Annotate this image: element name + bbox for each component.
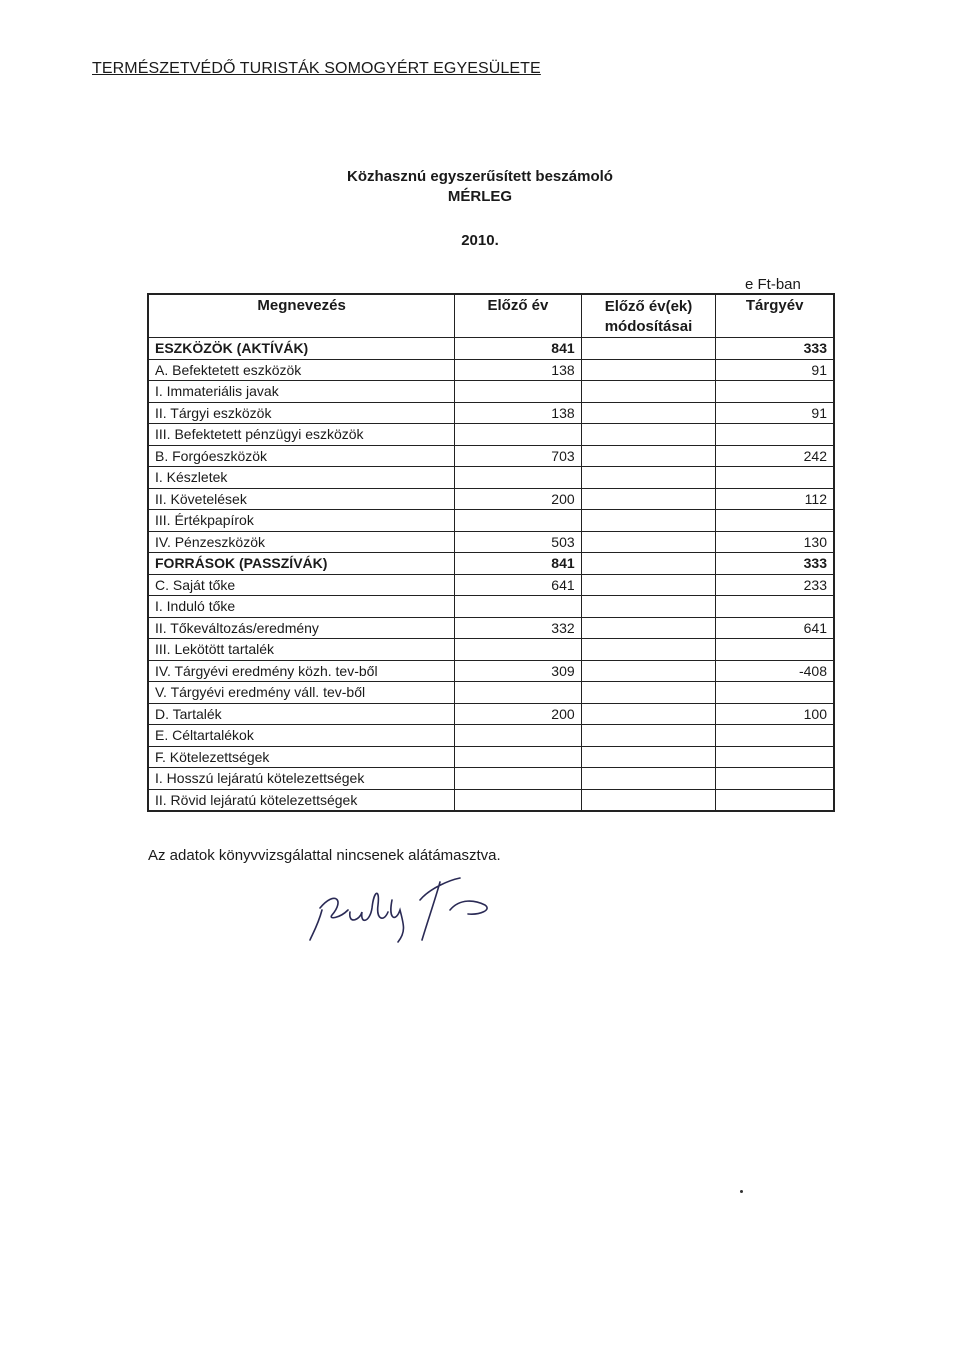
row-current-year: 130 xyxy=(716,531,834,553)
row-current-year: 242 xyxy=(716,445,834,467)
table-row xyxy=(148,467,834,489)
row-modifications xyxy=(581,768,716,790)
row-modifications xyxy=(581,682,716,704)
table-row xyxy=(148,639,834,661)
row-current-year xyxy=(716,424,834,446)
table-row xyxy=(148,682,834,704)
row-modifications xyxy=(581,639,716,661)
report-year: 2010. xyxy=(461,232,499,249)
row-current-year: 333 xyxy=(716,553,834,575)
row-name: FORRÁSOK (PASSZÍVÁK) xyxy=(148,553,455,575)
row-modifications xyxy=(581,510,716,532)
row-current-year xyxy=(716,682,834,704)
row-modifications xyxy=(581,424,716,446)
table-row xyxy=(148,789,834,811)
header-modifications xyxy=(581,294,716,338)
row-current-year: 91 xyxy=(716,402,834,424)
table-row xyxy=(148,338,834,360)
row-name: C. Saját tőke xyxy=(148,574,455,596)
row-prev-year xyxy=(455,381,581,403)
row-prev-year xyxy=(455,725,581,747)
row-name: III. Lekötött tartalék xyxy=(148,639,455,661)
row-current-year xyxy=(716,725,834,747)
signature-image xyxy=(300,870,530,945)
row-prev-year xyxy=(455,639,581,661)
row-modifications xyxy=(581,725,716,747)
row-current-year: 91 xyxy=(716,359,834,381)
stray-mark xyxy=(740,1190,743,1193)
audit-note: Az adatok könyvvizsgálattal nincsenek alátámasztva. xyxy=(148,847,501,864)
row-prev-year: 503 xyxy=(455,531,581,553)
row-name: II. Tárgyi eszközök xyxy=(148,402,455,424)
row-modifications xyxy=(581,467,716,489)
row-modifications xyxy=(581,381,716,403)
table-row xyxy=(148,531,834,553)
row-prev-year: 200 xyxy=(455,488,581,510)
table-row xyxy=(148,488,834,510)
header-prev-year: Előző év xyxy=(455,294,581,338)
row-modifications xyxy=(581,445,716,467)
row-modifications xyxy=(581,574,716,596)
row-modifications xyxy=(581,660,716,682)
unit-label: e Ft-ban xyxy=(745,276,801,293)
row-name: I. Készletek xyxy=(148,467,455,489)
row-prev-year: 841 xyxy=(455,338,581,360)
row-current-year xyxy=(716,789,834,811)
row-current-year: 233 xyxy=(716,574,834,596)
table-row xyxy=(148,768,834,790)
row-current-year: 112 xyxy=(716,488,834,510)
table-row xyxy=(148,402,834,424)
row-name: ESZKÖZÖK (AKTÍVÁK) xyxy=(148,338,455,360)
row-prev-year: 309 xyxy=(455,660,581,682)
row-name: D. Tartalék xyxy=(148,703,455,725)
header-mod-line1: Előző év(ek) xyxy=(604,298,693,315)
row-modifications xyxy=(581,703,716,725)
row-prev-year: 138 xyxy=(455,359,581,381)
row-name: A. Befektetett eszközök xyxy=(148,359,455,381)
row-prev-year xyxy=(455,768,581,790)
row-current-year: 100 xyxy=(716,703,834,725)
row-name: I. Immateriális javak xyxy=(148,381,455,403)
row-name: V. Tárgyévi eredmény váll. tev-ből xyxy=(148,682,455,704)
row-modifications xyxy=(581,531,716,553)
row-name: II. Rövid lejáratú kötelezettségek xyxy=(148,789,455,811)
row-current-year: -408 xyxy=(716,660,834,682)
table-row xyxy=(148,660,834,682)
row-modifications xyxy=(581,553,716,575)
table-row xyxy=(148,574,834,596)
table-row xyxy=(148,746,834,768)
row-prev-year xyxy=(455,682,581,704)
row-name: F. Kötelezettségek xyxy=(148,746,455,768)
row-modifications xyxy=(581,746,716,768)
balance-sheet-table xyxy=(147,293,835,812)
row-prev-year xyxy=(455,467,581,489)
row-name: E. Céltartalékok xyxy=(148,725,455,747)
row-current-year xyxy=(716,639,834,661)
table-row xyxy=(148,424,834,446)
row-modifications xyxy=(581,596,716,618)
table-row xyxy=(148,381,834,403)
row-prev-year: 200 xyxy=(455,703,581,725)
row-current-year: 333 xyxy=(716,338,834,360)
row-current-year xyxy=(716,746,834,768)
table-row xyxy=(148,617,834,639)
row-name: I. Hosszú lejáratú kötelezettségek xyxy=(148,768,455,790)
row-prev-year: 641 xyxy=(455,574,581,596)
row-name: II. Tőkeváltozás/eredmény xyxy=(148,617,455,639)
row-name: I. Induló tőke xyxy=(148,596,455,618)
table-row xyxy=(148,703,834,725)
row-name: III. Értékpapírok xyxy=(148,510,455,532)
row-prev-year xyxy=(455,424,581,446)
report-subtitle: MÉRLEG xyxy=(447,188,513,205)
row-modifications xyxy=(581,359,716,381)
row-name: III. Befektetett pénzügyi eszközök xyxy=(148,424,455,446)
row-prev-year xyxy=(455,789,581,811)
table-row xyxy=(148,359,834,381)
row-prev-year: 138 xyxy=(455,402,581,424)
row-name: IV. Pénzeszközök xyxy=(148,531,455,553)
header-mod-line2: módosításai xyxy=(604,318,693,335)
table-header-row xyxy=(148,294,834,338)
row-prev-year xyxy=(455,596,581,618)
row-current-year xyxy=(716,467,834,489)
row-prev-year: 332 xyxy=(455,617,581,639)
row-current-year xyxy=(716,596,834,618)
table-row xyxy=(148,445,834,467)
row-modifications xyxy=(581,338,716,360)
row-name: B. Forgóeszközök xyxy=(148,445,455,467)
header-name: Megnevezés xyxy=(148,294,455,338)
row-prev-year: 841 xyxy=(455,553,581,575)
row-prev-year xyxy=(455,510,581,532)
table-row xyxy=(148,510,834,532)
row-modifications xyxy=(581,789,716,811)
row-current-year xyxy=(716,768,834,790)
row-name: II. Követelések xyxy=(148,488,455,510)
row-modifications xyxy=(581,402,716,424)
row-current-year xyxy=(716,381,834,403)
report-title: Közhasznú egyszerűsített beszámoló xyxy=(347,168,613,185)
header-current-year: Tárgyév xyxy=(716,294,834,338)
row-current-year xyxy=(716,510,834,532)
table-row xyxy=(148,596,834,618)
row-modifications xyxy=(581,617,716,639)
row-prev-year: 703 xyxy=(455,445,581,467)
row-prev-year xyxy=(455,746,581,768)
row-name: IV. Tárgyévi eredmény közh. tev-ből xyxy=(148,660,455,682)
organization-title: TERMÉSZETVÉDŐ TURISTÁK SOMOGYÉRT EGYESÜLETE xyxy=(92,60,541,77)
row-modifications xyxy=(581,488,716,510)
table-row xyxy=(148,553,834,575)
row-current-year: 641 xyxy=(716,617,834,639)
table-row xyxy=(148,725,834,747)
